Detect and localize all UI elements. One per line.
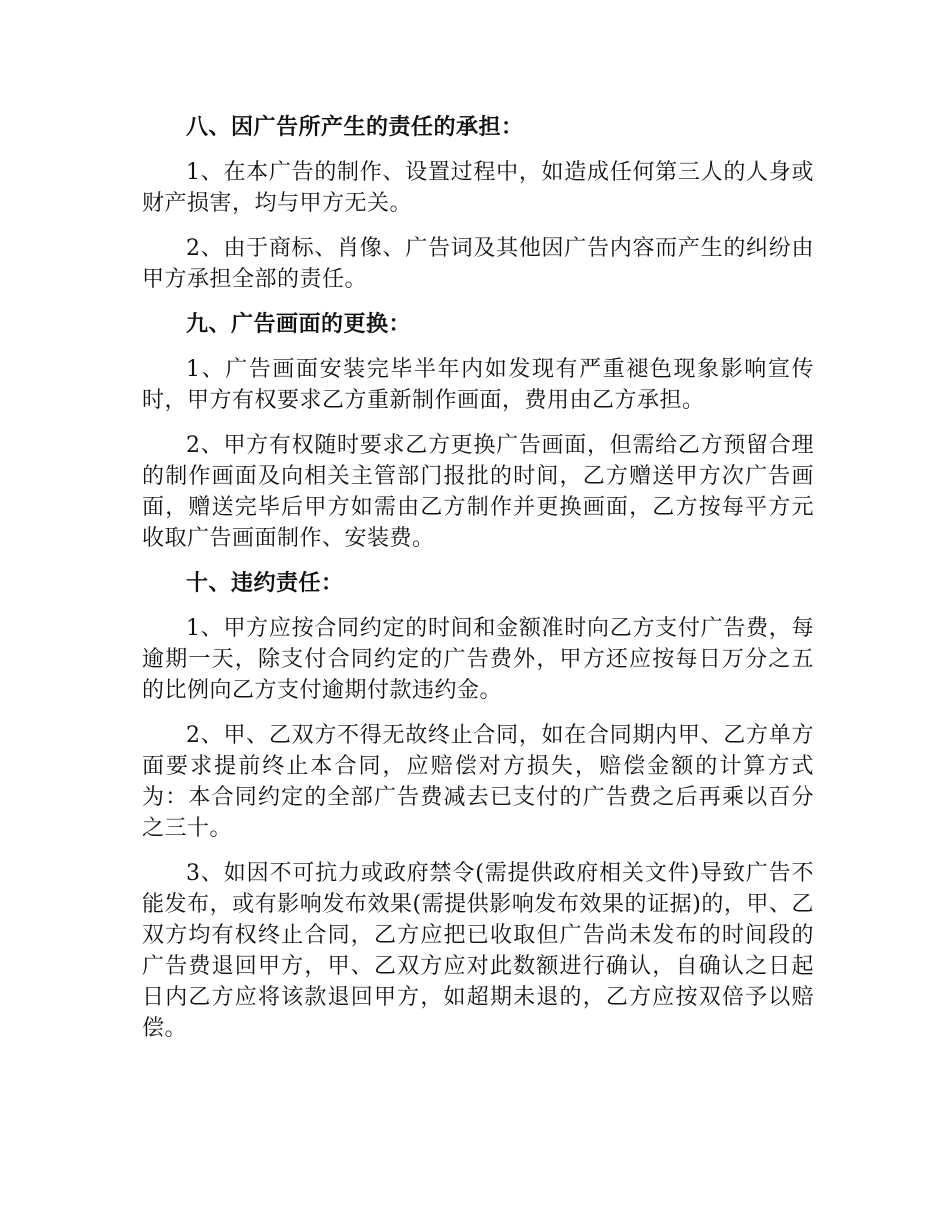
- section-heading-10: 十、违约责任：: [186, 570, 344, 596]
- section-9-clause-2: 2、甲方有权随时要求乙方更换广告画面，但需给乙方预留合理的制作画面及向相关主管部门报批的时间，乙方赠送甲方次广告画面，赠送完毕后甲方如需由乙方制作并更换画面，乙方按每平方元收取广告画面制作、安装费。: [142, 433, 814, 551]
- document-page: [142, 112, 814, 1058]
- section-8-clause-2: 2、由于商标、肖像、广告词及其他因广告内容而产生的纠纷由甲方承担全部的责任。: [142, 236, 814, 292]
- section-8-clause-1: 1、在本广告的制作、设置过程中，如造成任何第三人的人身或财产损害，均与甲方无关。: [142, 160, 814, 216]
- section-heading-9: 九、广告画面的更换：: [186, 311, 412, 337]
- section-10-clause-2: 2、甲、乙双方不得无故终止合同，如在合同期内甲、乙方单方面要求提前终止本合同，应赔偿对方损失，赔偿金额的计算方式为：本合同约定的全部广告费减去已支付的广告费之后再乘以百分之三十。: [142, 723, 814, 841]
- section-9-clause-1: 1、广告画面安装完毕半年内如发现有严重褪色现象影响宣传时，甲方有权要求乙方重新制作画面，费用由乙方承担。: [142, 357, 814, 413]
- section-10-clause-1: 1、甲方应按合同约定的时间和金额准时向乙方支付广告费，每逾期一天，除支付合同约定的广告费外，甲方还应按每日万分之五的比例向乙方支付逾期付款违约金。: [142, 616, 814, 703]
- section-10-clause-3: 3、如因不可抗力或政府禁令(需提供政府相关文件)导致广告不能发布，或有影响发布效果(需提供影响发布效果的证据)的，甲、乙双方均有权终止合同，乙方应把已收取但广告尚未发布的时间段的广告费退回甲方，甲、乙双方应对此数额进行确认，自确认之日起日内乙方应将该款退回甲方，如超期未退的，乙方应按双倍予以赔偿。: [142, 861, 814, 1041]
- section-heading-8: 八、因广告所产生的责任的承担：: [186, 114, 524, 140]
